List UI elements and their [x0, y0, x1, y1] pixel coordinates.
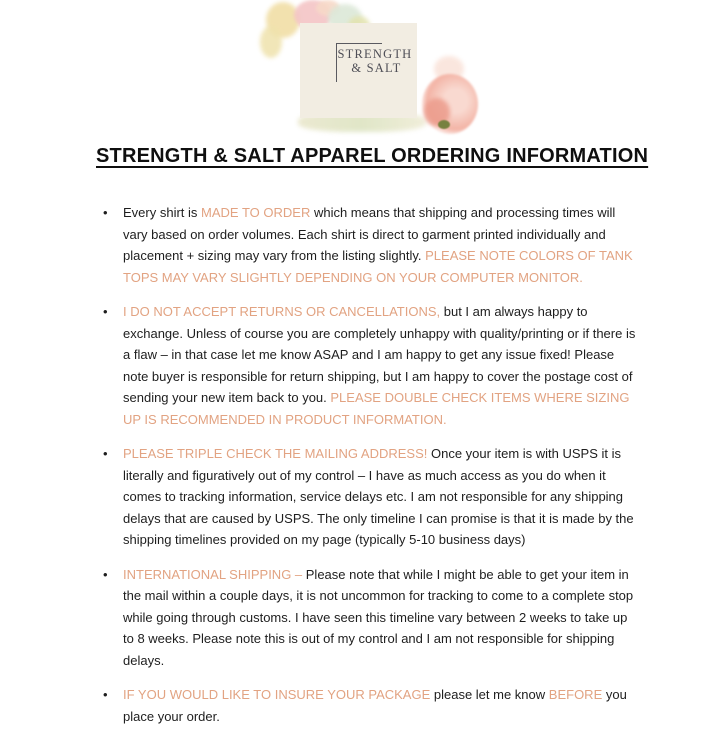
bullet-text [123, 564, 640, 672]
body-text: Every shirt is [123, 205, 202, 220]
bullet-list [96, 202, 640, 730]
bullet-text [123, 301, 640, 430]
list-item [96, 202, 640, 288]
bullet-dot-icon: • [103, 566, 108, 582]
body-text: Once your item is with USPS it is literally and figuratively out of my control – I have as much access as you do when it comes to tracking information, service delays etc. I am not responsible for any shipping delays that are caused by USPS. The only timeline I can promise is that it is made by the shipping timelines provided on my page (typically 5-10 business days) [123, 446, 634, 547]
highlighted-text: IF YOU WOULD LIKE TO INSURE YOUR PACKAGE [123, 687, 431, 702]
list-item [96, 684, 640, 727]
page-title: STRENGTH & SALT APPAREL ORDERING INFORMATION [96, 145, 649, 167]
list-item [96, 564, 640, 672]
watercolor-yellow-leaf-icon [260, 26, 282, 58]
bullet-dot-icon: • [103, 446, 108, 461]
list-item [96, 301, 640, 430]
body-text: please let me know [430, 687, 549, 702]
highlighted-text: PLEASE TRIPLE CHECK THE MAILING ADDRESS! [123, 446, 428, 461]
highlighted-text: PLEASE DOUBLE CHECK ITEMS WHERE SIZING UP IS RECOMMENDED IN PRODUCT INFORMATION. [123, 390, 630, 427]
logo-brand-line2: & SALT [351, 61, 402, 75]
bullet-text [123, 202, 640, 288]
logo-brand-line1: STRENGTH [337, 47, 413, 61]
body-text: you place your order. [123, 687, 627, 724]
bullet-dot-icon: • [103, 304, 108, 319]
highlighted-text: MADE TO ORDER [201, 205, 311, 220]
logo-wordmark [337, 47, 413, 75]
bullet-text [123, 443, 640, 551]
body-text: Please note that while I might be able to get your item in the mail within a couple days, it is not uncommon for tracking to come to a complete stop while going through customs. I have seen this timeline vary between 2 weeks to take up to 8 weeks. Please note this is out of my control and I am not responsible for shipping delays. [123, 566, 634, 668]
highlighted-text: INTERNATIONAL SHIPPING – [123, 566, 306, 582]
bullet-dot-icon: • [103, 687, 108, 702]
list-item [96, 443, 640, 551]
bullet-dot-icon: • [103, 205, 108, 220]
brand-logo [252, 0, 472, 134]
body-text: but I am always happy to exchange. Unless of course you are completely unhappy with quality/printing or if there is a flaw – in that case let me know ASAP and I am happy to get any issue fixed! Please note buyer is responsible for return shipping, but I am happy to cover the postage cost of sending your new item back to you. [123, 304, 636, 405]
watercolor-flower-center-icon [438, 120, 450, 129]
highlighted-text: BEFORE [548, 687, 603, 702]
highlighted-text: I DO NOT ACCEPT RETURNS OR CANCELLATIONS, [123, 304, 441, 319]
body-text: which means that shipping and processing times will vary based on order volumes. Each shirt is direct to garment printed individually and placement + sizing may vary from the listing slightly. [123, 205, 616, 263]
bullet-text [123, 684, 640, 727]
highlighted-text: PLEASE NOTE COLORS OF TANK TOPS MAY VARY SLIGHTLY DEPENDING ON YOUR COMPUTER MONITOR. [123, 248, 633, 285]
